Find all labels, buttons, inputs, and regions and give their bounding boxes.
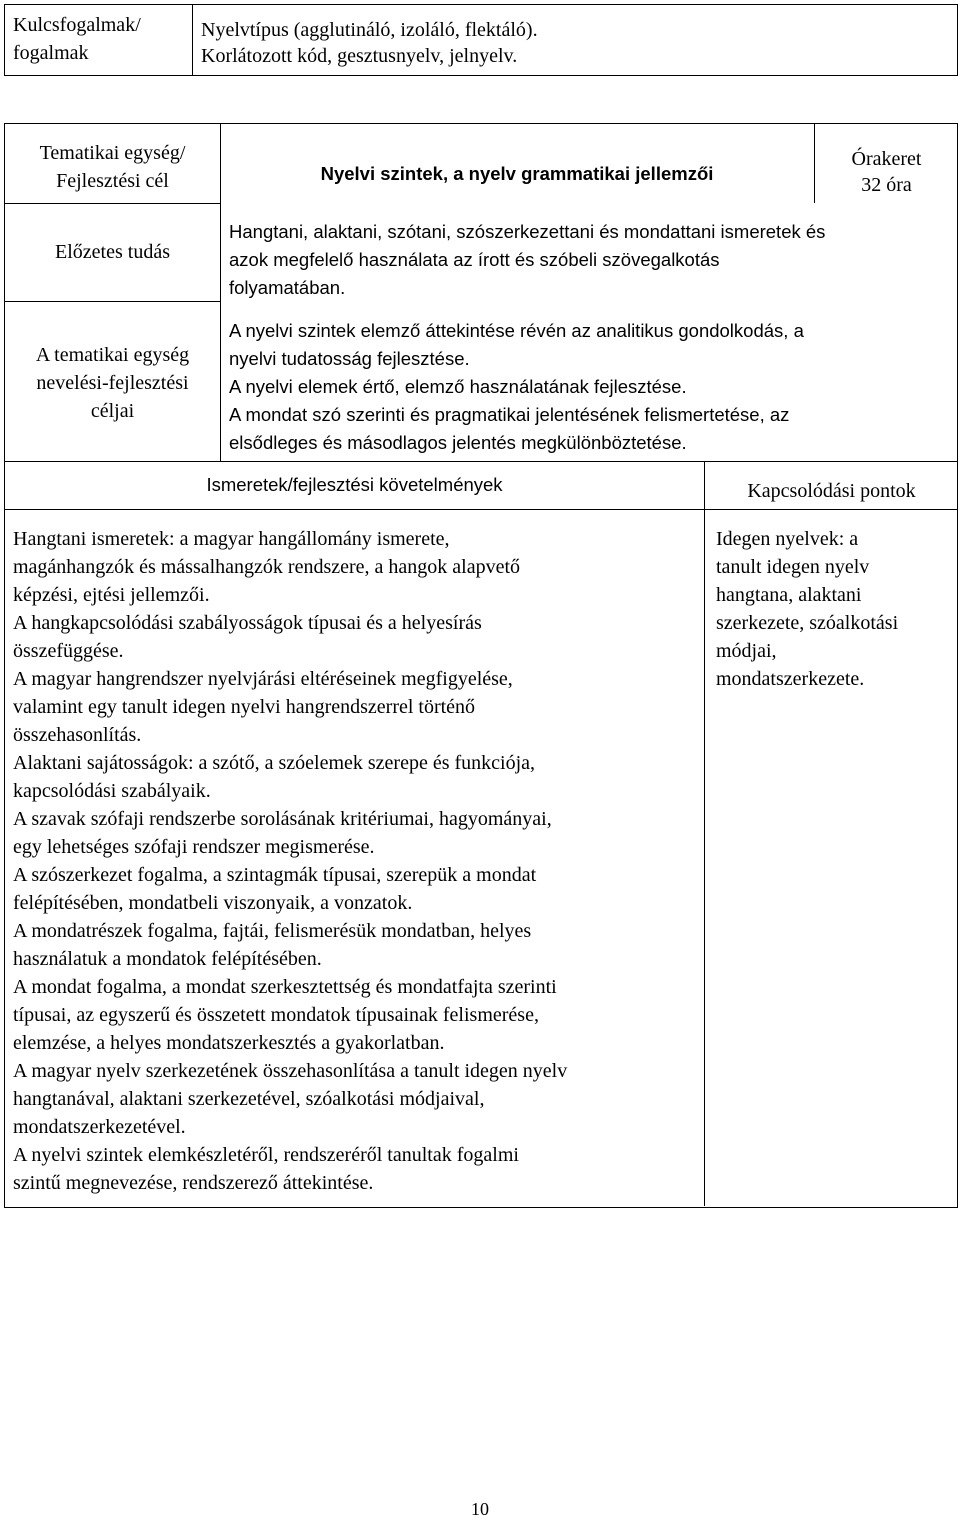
connections-line: szerkezete, szóalkotási (716, 612, 899, 634)
goals-content (229, 317, 954, 457)
requirements-line: A szavak szófaji rendszerbe sorolásának kritériumai, hagyományai, (13, 808, 552, 830)
requirements-line: használatuk a mondatok felépítésében. (13, 948, 322, 970)
requirements-line: A szószerkezet fogalma, a szintagmák típusai, szerepük a mondat (13, 864, 537, 886)
goals-line: A mondat szó szerinti és pragmatikai jelentésének felismertetése, az (229, 404, 790, 425)
requirements-line: mondatszerkezetével. (13, 1116, 186, 1138)
requirements-line: szintű megnevezése, rendszerező áttekintése. (13, 1172, 374, 1194)
connections-header: Kapcsolódási pontok (747, 480, 916, 502)
connections-line: mondatszerkezete. (716, 668, 865, 690)
requirements-line: Hangtani ismeretek: a magyar hangállomány ismerete, (13, 528, 450, 550)
row-divider (5, 301, 220, 302)
requirements-line: felépítésében, mondatbeli viszonyaik, a vonzatok. (13, 892, 413, 914)
prior-knowledge-line: azok megfelelő használata az írott és szóbeli szövegalkotás (229, 249, 720, 270)
key-concepts-label-line: fogalmak (13, 42, 89, 64)
requirements-header: Ismeretek/fejlesztési követelmények (206, 474, 503, 495)
goals-label (5, 341, 220, 425)
requirements-line: összehasonlítás. (13, 724, 142, 746)
requirements-line: magánhangzók és mássalhangzók rendszere, a hangok alapvető (13, 556, 521, 578)
connections-line: hangtana, alaktani (716, 584, 862, 606)
prior-knowledge-content (229, 218, 954, 302)
page-number: 10 (471, 1499, 489, 1519)
thematic-unit-label-line: Fejlesztési cél (56, 170, 169, 192)
key-concepts-label-line: Kulcsfogalmak/ (13, 14, 141, 36)
requirements-line: A mondatrészek fogalma, fajtái, felismerésük mondatban, helyes (13, 920, 532, 942)
connections-column-divider (704, 461, 705, 1206)
requirements-line: Alaktani sajátosságok: a szótő, a szóelemek szerepe és funkciója, (13, 752, 536, 774)
goals-line: A nyelvi elemek értő, elemző használatának fejlesztése. (229, 376, 687, 397)
thematic-unit-label (5, 139, 220, 195)
thematic-unit-title: Nyelvi szintek, a nyelv grammatikai jellemzői (320, 163, 714, 184)
requirements-line: hangtanával, alaktani szerkezetével, szóalkotási módjaival, (13, 1088, 485, 1110)
key-concepts-divider (192, 5, 193, 75)
requirements-line: elemzése, a helyes mondatszerkesztés a gyakorlatban. (13, 1032, 445, 1054)
row-divider (5, 509, 957, 510)
requirements-line: A magyar hangrendszer nyelvjárási eltéréseinek megfigyelése, (13, 668, 513, 690)
connections-line: tanult idegen nyelv (716, 556, 870, 578)
key-concepts-table (4, 4, 958, 76)
requirements-content (13, 525, 701, 1197)
requirements-line: A nyelvi szintek elemkészletéről, rendszeréről tanultak fogalmi (13, 1144, 519, 1166)
prior-knowledge-label: Előzetes tudás (55, 241, 170, 263)
key-concepts-content-line: Nyelvtípus (agglutináló, izoláló, flektáló). (201, 19, 538, 41)
requirements-line: egy lehetséges szófaji rendszer megismerése. (13, 836, 375, 858)
key-concepts-content (201, 17, 951, 69)
connections-line: Idegen nyelvek: a (716, 528, 859, 550)
row-divider (5, 461, 957, 462)
requirements-line: valamint egy tanult idegen nyelvi hangrendszerrel történő (13, 696, 476, 718)
prior-knowledge-line: folyamatában. (229, 277, 346, 298)
requirements-line: képzési, ejtési jellemzői. (13, 584, 210, 606)
connections-content (716, 525, 956, 693)
requirements-line: típusai, az egyszerű és összetett mondatok típusainak felismerése, (13, 1004, 539, 1026)
hours-value: 32 óra (861, 174, 912, 196)
goals-label-line: céljai (90, 400, 135, 422)
requirements-line: A magyar nyelv szerkezetének összehasonlítása a tanult idegen nyelv (13, 1060, 568, 1082)
connections-line: módjai, (716, 640, 777, 662)
prior-knowledge-line: Hangtani, alaktani, szótani, szószerkezettani és mondattani ismeretek és (229, 221, 826, 242)
requirements-line: A hangkapcsolódási szabályosságok típusai és a helyesírás (13, 612, 482, 634)
goals-line: A nyelvi szintek elemző áttekintése révén az analitikus gondolkodás, a (229, 320, 804, 341)
goals-line: nyelvi tudatosság fejlesztése. (229, 348, 470, 369)
requirements-line: A mondat fogalma, a mondat szerkesztettség és mondatfajta szerinti (13, 976, 557, 998)
key-concepts-content-line: Korlátozott kód, gesztusnyelv, jelnyelv. (201, 45, 518, 67)
requirements-line: összefüggése. (13, 640, 124, 662)
goals-label-line: nevelési-fejlesztési (36, 372, 189, 394)
thematic-unit-table (4, 123, 958, 1208)
requirements-line: kapcsolódási szabályaik. (13, 780, 211, 802)
thematic-unit-label-line: Tematikai egység/ (39, 142, 186, 164)
goals-label-line: A tematikai egység (35, 344, 190, 366)
hours-allocation (814, 146, 959, 198)
goals-line: elsődleges és másodlagos jelentés megkülönböztetése. (229, 432, 687, 453)
key-concepts-label (13, 11, 188, 67)
row-divider (5, 203, 220, 204)
hours-label: Órakeret (851, 148, 922, 170)
